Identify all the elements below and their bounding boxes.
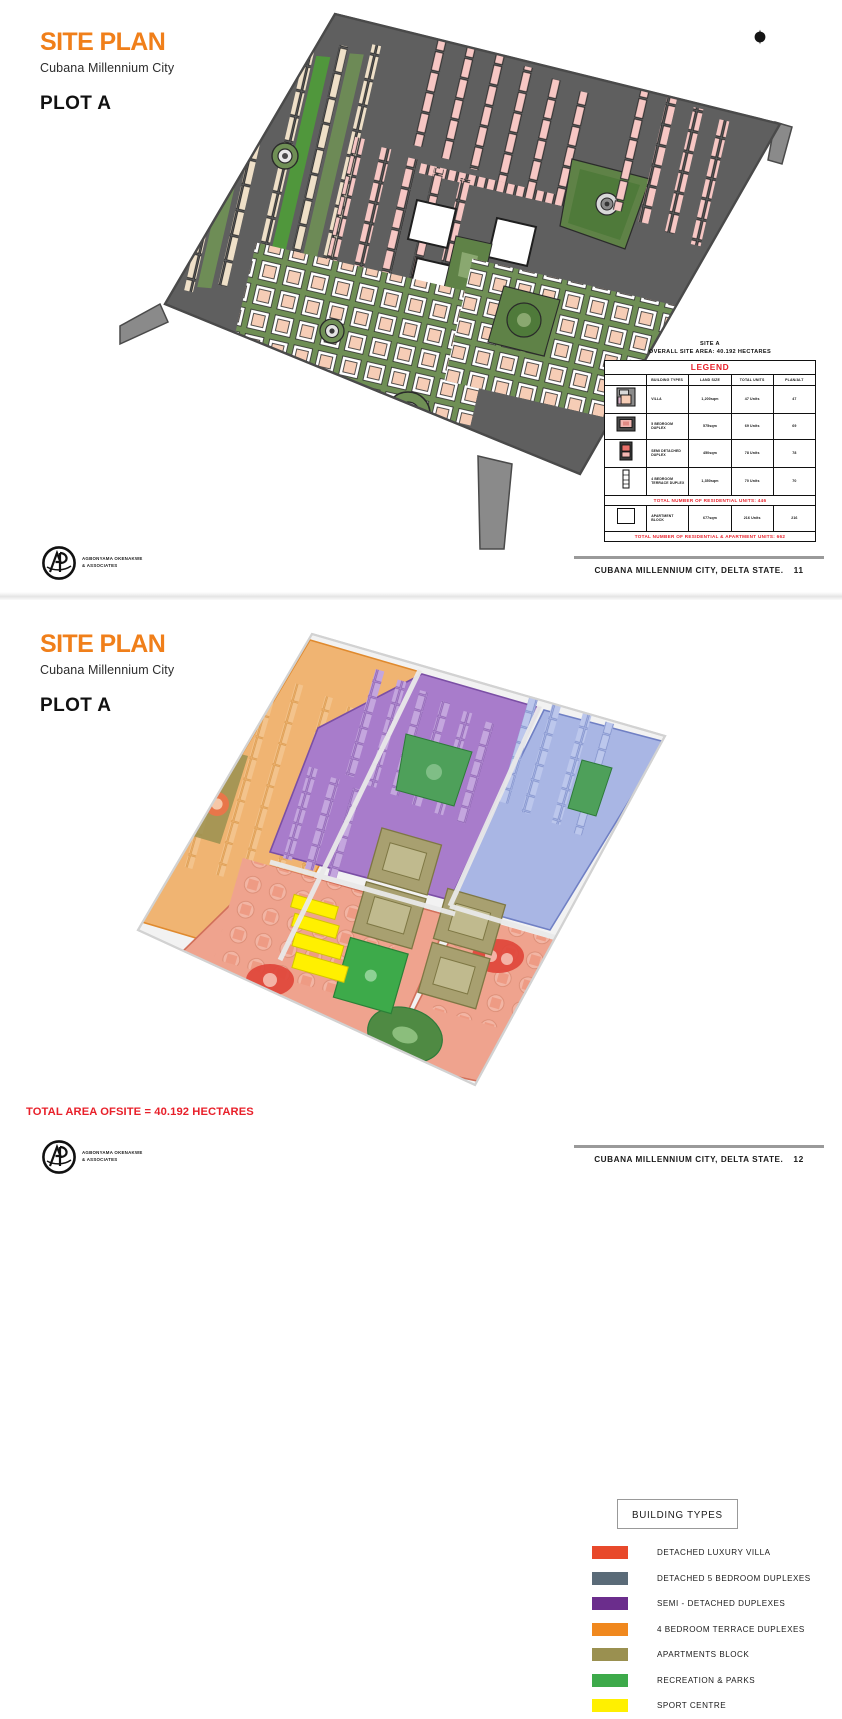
building-types-legend bbox=[592, 1540, 832, 1719]
firm-logo-11 bbox=[42, 546, 143, 580]
legend-subtotal-row bbox=[605, 495, 816, 505]
logo-icon bbox=[42, 1140, 76, 1174]
row-land-size: 1,200sqm bbox=[689, 385, 731, 413]
row-land-size: 677sqm bbox=[689, 505, 731, 531]
legend-title: LEGEND bbox=[605, 360, 816, 374]
page-title: SITE PLAN bbox=[40, 28, 166, 56]
duplex-5bed-icon bbox=[616, 416, 636, 432]
firm-name bbox=[82, 556, 143, 570]
footer-rule bbox=[574, 1145, 824, 1148]
page-divider bbox=[0, 592, 842, 600]
list-item bbox=[592, 1591, 832, 1617]
legend-label: DETACHED LUXURY VILLA bbox=[657, 1548, 771, 1558]
footer-location: CUBANA MILLENNIUM CITY, DELTA STATE. bbox=[594, 566, 784, 575]
firm-name-line1: AGBONYAMA OKENAKWE bbox=[82, 556, 143, 562]
list-item bbox=[592, 1617, 832, 1643]
footer-rule bbox=[574, 556, 824, 559]
building-types-box bbox=[617, 1499, 738, 1529]
table-row bbox=[605, 505, 816, 531]
list-item bbox=[592, 1566, 832, 1592]
villa-icon bbox=[616, 387, 636, 407]
row-type: SEMI DETACHED DUPLEX bbox=[647, 439, 689, 467]
col-total-units: TOTAL UNITS bbox=[731, 374, 773, 385]
table-row bbox=[605, 413, 816, 439]
page-title: SITE PLAN bbox=[40, 630, 166, 658]
footer-text bbox=[574, 565, 824, 575]
col-icon bbox=[605, 374, 647, 385]
row-land-size: 1,350sqm bbox=[689, 467, 731, 495]
list-item bbox=[592, 1668, 832, 1694]
row-total-units: 70 Units bbox=[731, 467, 773, 495]
page-subtitle: Cubana Millennium City bbox=[40, 61, 175, 75]
legend-swatch bbox=[592, 1597, 628, 1610]
legend-header-row bbox=[605, 374, 816, 385]
row-plan: 47 bbox=[773, 385, 815, 413]
legend-label: RECREATION & PARKS bbox=[657, 1675, 756, 1685]
plot-label: PLOT A bbox=[40, 93, 112, 114]
row-total-units: 69 Units bbox=[731, 413, 773, 439]
row-type: VILLA bbox=[647, 385, 689, 413]
row-plan: 70 bbox=[773, 467, 815, 495]
row-type: 5 BEDROOM DUPLEX bbox=[647, 413, 689, 439]
grand-total-units: TOTAL NUMBER OF RESIDENTIAL & APARTMENT UNITS: 662 bbox=[605, 531, 816, 541]
row-plan: 69 bbox=[773, 413, 815, 439]
apartment-swatch bbox=[617, 508, 635, 524]
firm-name-line1: AGBONYAMA OKENAKWE bbox=[82, 1150, 143, 1156]
legend-swatch bbox=[592, 1699, 628, 1712]
footer-location: CUBANA MILLENNIUM CITY, DELTA STATE. bbox=[594, 1155, 784, 1164]
row-plan: 78 bbox=[773, 439, 815, 467]
terrace-duplex-icon bbox=[621, 469, 631, 489]
list-item bbox=[592, 1693, 832, 1719]
col-building-types: BUILDING TYPES bbox=[647, 374, 689, 385]
row-icon-5bed bbox=[605, 413, 647, 439]
table-row bbox=[605, 467, 816, 495]
row-total-units: 47 Units bbox=[731, 385, 773, 413]
row-type: 4 BEDROOM TERRACE DUPLEX bbox=[647, 467, 689, 495]
row-icon-terrace bbox=[605, 467, 647, 495]
page-12-footer bbox=[574, 1145, 824, 1164]
page-11-footer bbox=[574, 556, 824, 575]
table-row bbox=[605, 385, 816, 413]
row-total-units: 216 Units bbox=[731, 505, 773, 531]
plot-label: PLOT A bbox=[40, 695, 112, 716]
col-land-size: LAND SIZE bbox=[689, 374, 731, 385]
footer-text bbox=[574, 1154, 824, 1164]
firm-name-line2: & ASSOCIATES bbox=[82, 1157, 118, 1162]
page-number: 11 bbox=[793, 565, 804, 575]
legend-label: DETACHED 5 BEDROOM DUPLEXES bbox=[657, 1573, 811, 1583]
legend-label: SPORT CENTRE bbox=[657, 1701, 727, 1711]
row-icon-villa bbox=[605, 385, 647, 413]
legend-table bbox=[604, 360, 816, 542]
row-plan: 216 bbox=[773, 505, 815, 531]
firm-name-line2: & ASSOCIATES bbox=[82, 563, 118, 568]
page-number: 12 bbox=[793, 1154, 804, 1164]
legend-site-label: SITE A bbox=[700, 341, 720, 347]
legend-label: APARTMENTS BLOCK bbox=[657, 1650, 750, 1660]
legend-grandtotal-row bbox=[605, 531, 816, 541]
page-12 bbox=[0, 600, 842, 1711]
page-11 bbox=[0, 0, 842, 592]
legend-swatch bbox=[592, 1572, 628, 1585]
total-area-note: TOTAL AREA OFSITE = 40.192 HECTARES bbox=[26, 1106, 254, 1118]
logo-icon bbox=[42, 546, 76, 580]
legend-swatch bbox=[592, 1623, 628, 1636]
legend-swatch bbox=[592, 1674, 628, 1687]
row-total-units: 78 Units bbox=[731, 439, 773, 467]
list-item bbox=[592, 1540, 832, 1566]
table-row bbox=[605, 439, 816, 467]
building-types-label: BUILDING TYPES bbox=[632, 1510, 723, 1521]
page-subtitle: Cubana Millennium City bbox=[40, 663, 175, 677]
legend-area-label: OVERALL SITE AREA: 40.192 HECTARES bbox=[648, 349, 772, 356]
legend-title-row bbox=[605, 360, 816, 374]
firm-name bbox=[82, 1150, 143, 1164]
residential-units-total: TOTAL NUMBER OF RESIDENTIAL UNITS: 446 bbox=[605, 495, 816, 505]
site-plan-drawing-colour bbox=[120, 630, 680, 1160]
legend-label: SEMI - DETACHED DUPLEXES bbox=[657, 1599, 786, 1609]
row-land-size: 450sqm bbox=[689, 439, 731, 467]
list-item bbox=[592, 1642, 832, 1668]
legend-label: 4 BEDROOM TERRACE DUPLEXES bbox=[657, 1624, 805, 1634]
row-icon-apartment bbox=[605, 505, 647, 531]
row-land-size: 575sqm bbox=[689, 413, 731, 439]
legend-swatch bbox=[592, 1546, 628, 1559]
firm-logo-12 bbox=[42, 1140, 143, 1174]
row-type: APARTMENT BLOCK bbox=[647, 505, 689, 531]
row-icon-semi bbox=[605, 439, 647, 467]
semi-detached-icon bbox=[619, 441, 633, 461]
legend-table-panel bbox=[604, 340, 816, 542]
col-plan-alt: PLAN/ALT bbox=[773, 374, 815, 385]
legend-swatch bbox=[592, 1648, 628, 1661]
